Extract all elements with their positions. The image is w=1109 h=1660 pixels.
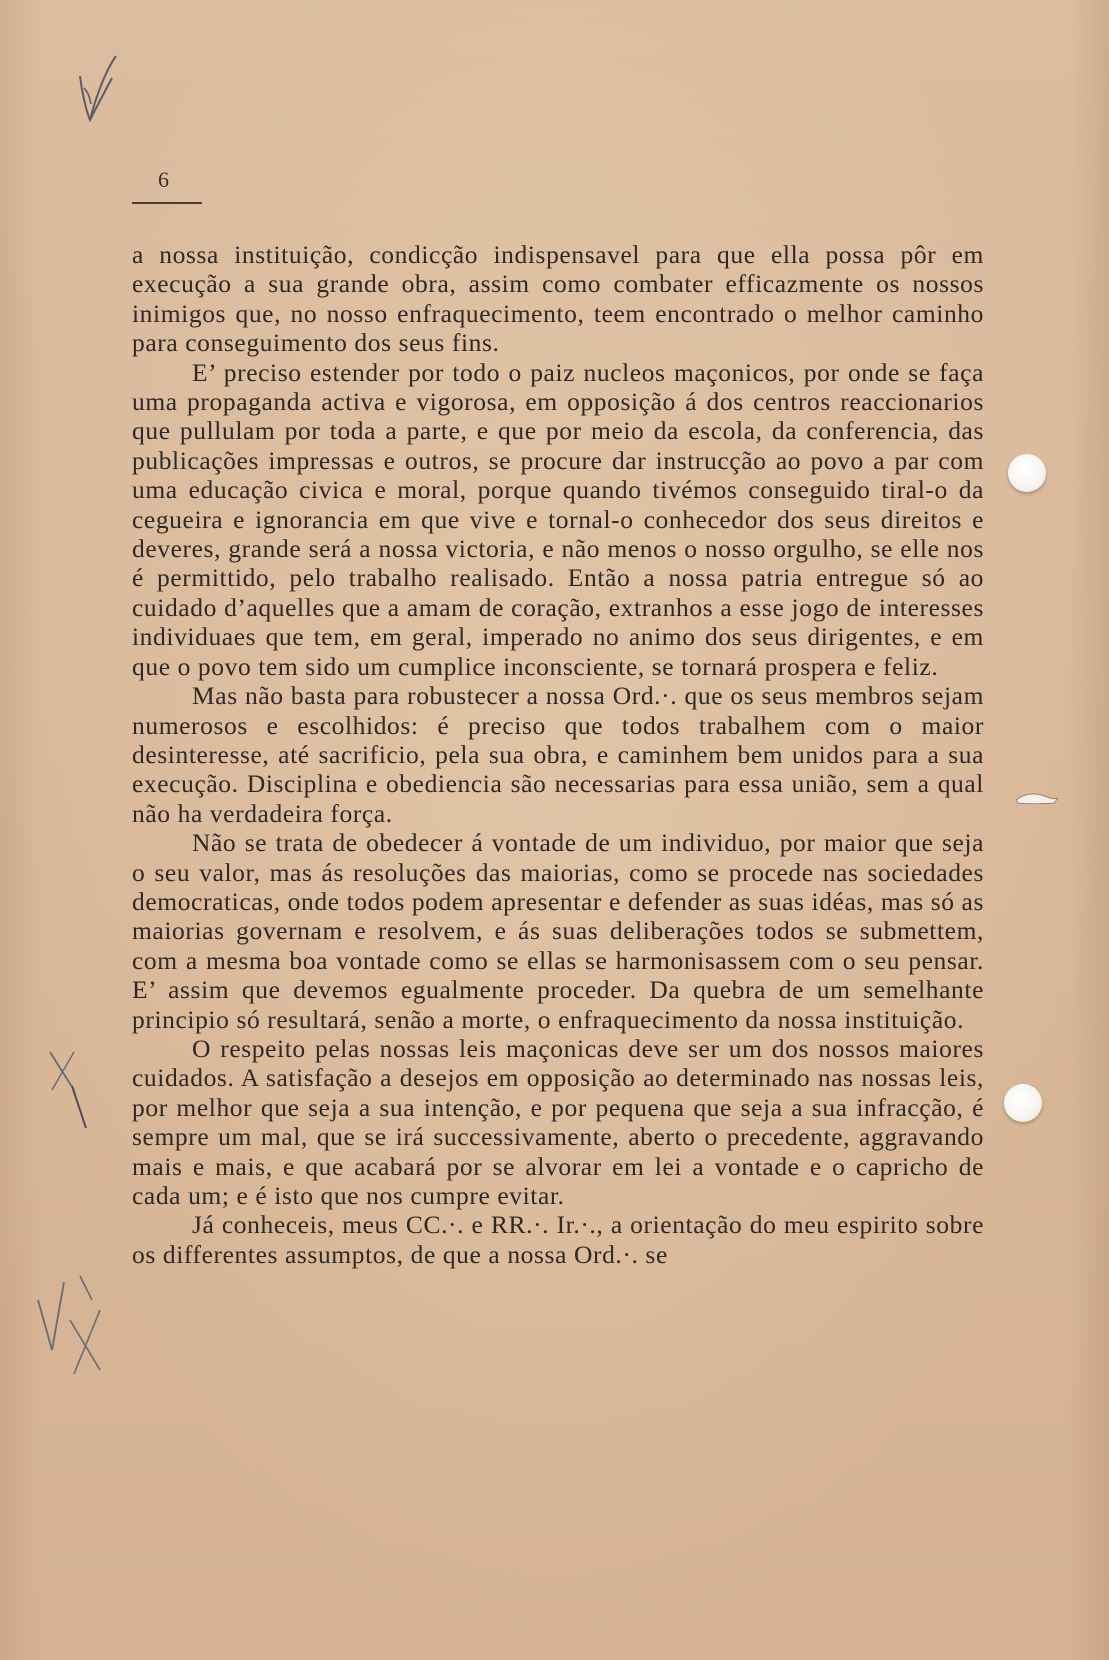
punch-hole: [1004, 1084, 1042, 1122]
paragraph: Já conheceis, meus CC.·. e RR.·. Ir.·., a orientação do meu espirito sobre os differentes assumptos, de que a nossa Ord.·. se: [132, 1210, 984, 1269]
paragraph: a nossa instituição, condicção indispensavel para que ella possa pôr em execução a sua grande obra, assim como combater efficazmente os nossos inimigos que, no nosso enfraquecimento, teem encontrado o melhor caminho para conseguimento dos seus fins.: [132, 240, 984, 358]
page-number-rule: [132, 202, 202, 204]
paragraph: Mas não basta para robustecer a nossa Ord.·. que os seus membros sejam numerosos e escolhidos: é preciso que todos trabalhem com o maior desinteresse, até sacrificio, pela sua obra, e caminhem bem unidos para a sua execução. Disciplina e obediencia são necessarias para essa união, sem a qual não ha verdadeira força.: [132, 681, 984, 828]
paragraph: O respeito pelas nossas leis maçonicas deve ser um dos nossos maiores cuidados. A satisfação a desejos em opposição ao determinado nas nossas leis, por melhor que seja a sua intenção, e por pequena que seja a sua infracção, é sempre um mal, que se irá successivamente, aberto o precedente, aggravando mais e mais, e que acabará por se alvorar em lei a vontade e o capricho de cada um; e é isto que nos cumpre evitar.: [132, 1033, 984, 1210]
punch-hole: [1008, 454, 1046, 492]
left-edge-shadow: [0, 0, 40, 1660]
paragraph: Não se trata de obedecer á vontade de um individuo, por maior que seja o seu valor, mas ás resoluções das maiorias, como se procede nas sociedades democraticas, onde todos podem apresentar e defender as suas idéas, mas só as maiorias governam e resolvem, e ás suas deliberações todos se submettem, com a mesma boa vontade como se ellas se harmonisassem com o seu pensar. E’ assim que devemos egualmente proceder. Da quebra de um semelhante principio só resultará, senão a morte, o enfraquecimento da nossa instituição.: [132, 828, 985, 1034]
handwritten-pencil-mark: [70, 48, 140, 138]
torn-punch-hole: [1014, 790, 1060, 806]
body-text: [132, 240, 984, 1269]
right-edge-shadow: [1069, 0, 1109, 1660]
page-number: 6: [158, 167, 169, 192]
margin-pencil-cross-mark: [44, 1050, 94, 1130]
paragraph: E’ preciso estender por todo o paiz nucleos maçonicos, por onde se faça uma propaganda activa e vigorosa, em opposição á dos centros reaccionarios que pullulam por toda a parte, e que por meio da escola, da conferencia, das publicações impressas e outros, se procure dar instrucção ao povo a par com uma educação civica e moral, porque quando tivémos conseguido tiral-o da cegueira e ignorancia em que vive e tornal-o conhecedor dos seus direitos e deveres, grande será a nossa victoria, e não menos o nosso orgulho, se elle nos é permittido, pelo trabalho realisado. Então a nossa patria entregue só ao cuidado d’aquelles que a amam de coração, extranhos a esse jogo de interesses individuaes que tem, em geral, imperado no animo dos seus dirigentes, e em que o povo tem sido um cumplice inconsciente, se tornará prospera e feliz.: [132, 357, 984, 681]
margin-pencil-cross-mark: [30, 1270, 110, 1380]
